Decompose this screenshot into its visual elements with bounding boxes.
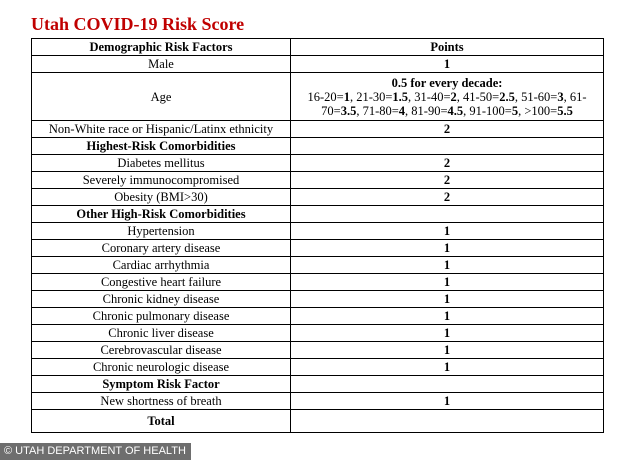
factor-label: Cardiac arrhythmia bbox=[32, 257, 291, 274]
factor-label: Hypertension bbox=[32, 223, 291, 240]
age-range-text: , 21-30= bbox=[349, 89, 393, 104]
table-row bbox=[32, 257, 604, 274]
section-heading: Other High-Risk Comorbidities bbox=[32, 206, 291, 223]
table-row bbox=[32, 308, 604, 325]
points-value: 1 bbox=[291, 274, 604, 291]
section-heading: Highest-Risk Comorbidities bbox=[32, 138, 291, 155]
factor-label: Chronic pulmonary disease bbox=[32, 308, 291, 325]
age-points-value: 3 bbox=[557, 89, 564, 104]
table-row-total bbox=[32, 410, 604, 433]
factor-label: Chronic liver disease bbox=[32, 325, 291, 342]
age-range-text: , 91-100= bbox=[463, 103, 512, 118]
factor-label: Obesity (BMI>30) bbox=[32, 189, 291, 206]
section-heading: Symptom Risk Factor bbox=[32, 376, 291, 393]
age-range-text: , 51-60= bbox=[514, 89, 558, 104]
points-value: 2 bbox=[291, 121, 604, 138]
age-points-heading: 0.5 for every decade: bbox=[391, 75, 503, 90]
factor-label: Cerebrovascular disease bbox=[32, 342, 291, 359]
points-value: 1 bbox=[291, 223, 604, 240]
section-points-blank bbox=[291, 206, 604, 223]
risk-score-table bbox=[31, 38, 604, 433]
points-value: 1 bbox=[291, 359, 604, 376]
age-points-value: 4.5 bbox=[447, 103, 464, 118]
age-range-text: , 61- bbox=[563, 89, 587, 104]
total-points-value bbox=[291, 410, 604, 433]
points-column-header: Points bbox=[291, 39, 604, 56]
table-row bbox=[32, 223, 604, 240]
age-points-value: 1.5 bbox=[392, 89, 409, 104]
total-label: Total bbox=[32, 410, 291, 433]
factor-label: Severely immunocompromised bbox=[32, 172, 291, 189]
age-range-text: , 71-80= bbox=[356, 103, 399, 118]
factor-label: Chronic kidney disease bbox=[32, 291, 291, 308]
page-title: Utah COVID-19 Risk Score bbox=[31, 14, 245, 34]
factor-label: Congestive heart failure bbox=[32, 274, 291, 291]
section-header-symptom bbox=[32, 376, 604, 393]
section-points-blank bbox=[291, 138, 604, 155]
factor-label: Coronary artery disease bbox=[32, 240, 291, 257]
points-value: 1 bbox=[291, 291, 604, 308]
points-value: 2 bbox=[291, 155, 604, 172]
table-row-male bbox=[32, 56, 604, 73]
table-row bbox=[32, 291, 604, 308]
table-row bbox=[32, 359, 604, 376]
points-value: 1 bbox=[291, 257, 604, 274]
table-row bbox=[32, 274, 604, 291]
table-row bbox=[32, 342, 604, 359]
age-points-value: 2.5 bbox=[499, 89, 515, 104]
age-range-text: , >100= bbox=[518, 103, 558, 118]
table-row bbox=[32, 172, 604, 189]
factor-label: Age bbox=[32, 73, 291, 121]
age-points-value: 2 bbox=[450, 89, 457, 104]
factor-label: Diabetes mellitus bbox=[32, 155, 291, 172]
age-range-text: 70= bbox=[321, 103, 341, 118]
age-points-value: 5 bbox=[511, 103, 519, 118]
table-row bbox=[32, 155, 604, 172]
age-range-text: , 81-90= bbox=[405, 103, 448, 118]
factor-column-header: Demographic Risk Factors bbox=[32, 39, 291, 56]
age-points-value: 3.5 bbox=[340, 103, 357, 118]
points-value: 2 bbox=[291, 189, 604, 206]
points-value: 1 bbox=[291, 393, 604, 410]
table-row-age bbox=[32, 73, 604, 121]
age-points-line-1 bbox=[293, 90, 601, 104]
points-value: 1 bbox=[291, 308, 604, 325]
table-row bbox=[32, 325, 604, 342]
factor-label: Chronic neurologic disease bbox=[32, 359, 291, 376]
photo-credit: © UTAH DEPARTMENT OF HEALTH bbox=[0, 443, 191, 460]
factor-label: New shortness of breath bbox=[32, 393, 291, 410]
age-points-line-2 bbox=[293, 104, 601, 118]
age-points-value: 5.5 bbox=[557, 103, 573, 118]
points-value: 1 bbox=[291, 325, 604, 342]
points-value: 2 bbox=[291, 172, 604, 189]
age-points-cell bbox=[291, 73, 604, 121]
factor-label: Non-White race or Hispanic/Latinx ethnicity bbox=[32, 121, 291, 138]
age-points-value: 1 bbox=[343, 89, 350, 104]
table-header-row bbox=[32, 39, 604, 56]
section-points-blank bbox=[291, 376, 604, 393]
age-range-text: , 31-40= bbox=[408, 89, 451, 104]
section-header-other-high-risk bbox=[32, 206, 604, 223]
factor-label: Male bbox=[32, 56, 291, 73]
section-header-highest-risk bbox=[32, 138, 604, 155]
table-row-ethnicity bbox=[32, 121, 604, 138]
age-range-text: , 41-50= bbox=[456, 89, 500, 104]
points-value: 1 bbox=[291, 342, 604, 359]
table-row bbox=[32, 240, 604, 257]
age-points-value: 4 bbox=[398, 103, 406, 118]
age-range-text: 16-20= bbox=[307, 89, 344, 104]
table-row bbox=[32, 189, 604, 206]
points-value: 1 bbox=[291, 56, 604, 73]
points-value: 1 bbox=[291, 240, 604, 257]
table-row bbox=[32, 393, 604, 410]
